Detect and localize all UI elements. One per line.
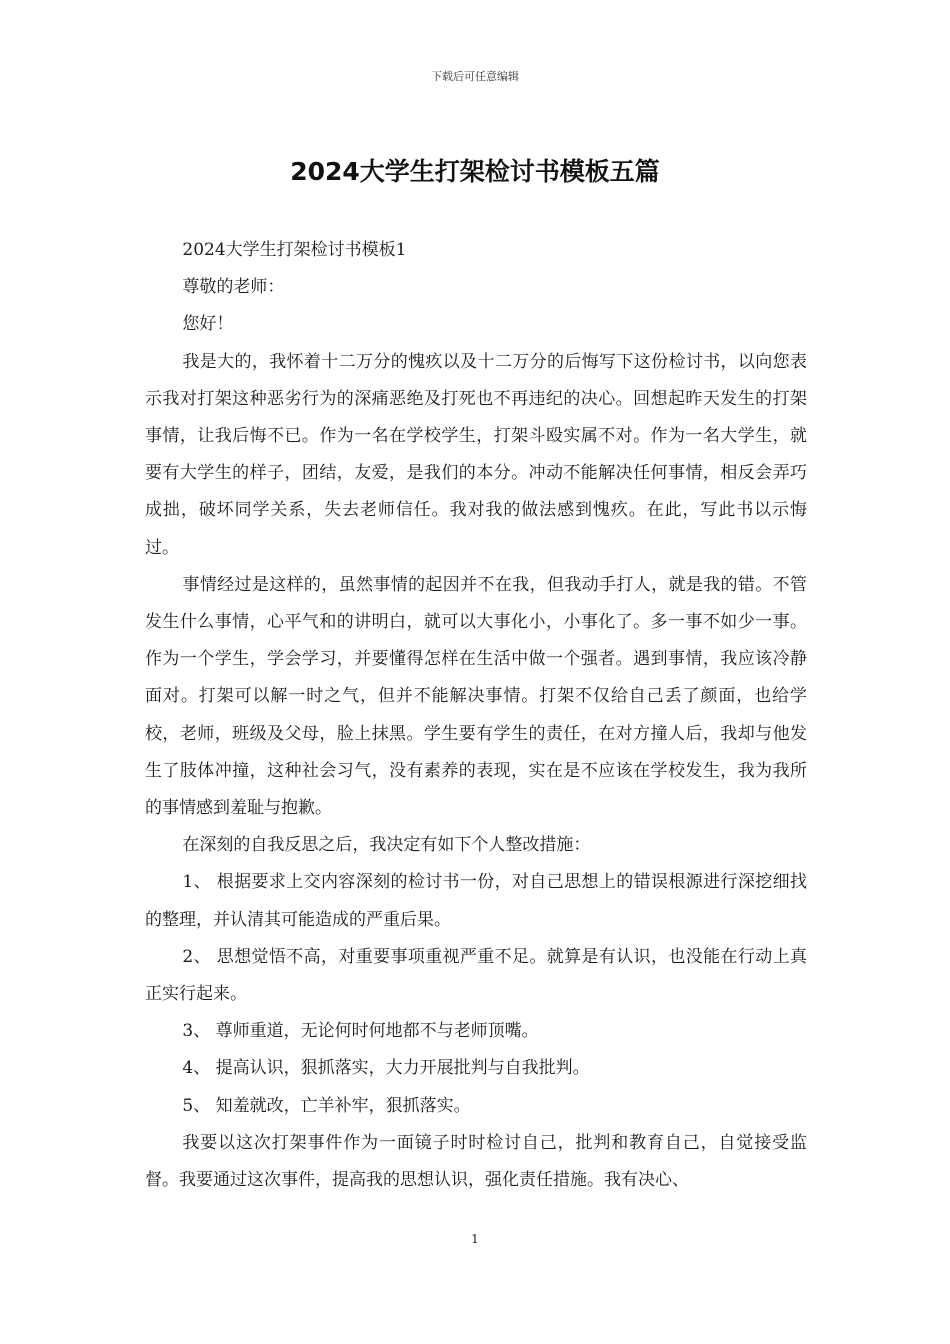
greeting: 您好！ (182, 314, 234, 335)
page-number: 1 (471, 1232, 479, 1246)
body-paragraph: 我是大的，我怀着十二万分的愧疚以及十二万分的后悔写下这份检讨书，以向您表示我对打架这种恶劣行为的深痛恶绝及打死也不再违纪的决心。回想起昨天发生的打架事情，让我后悔不已。作为一名在学校学生，打架斗殴实属不对。作为一名大学生，就要有大学生的样子，团结，友爱，是我们的本分。冲动不能解决任何事情，相反会弄巧成拙，破坏同学关系，失去老师信任。我对我的做法感到愧疚。在此，写此书以示悔过。 (145, 351, 807, 558)
body-paragraph: 在深刻的自我反思之后，我决定有如下个人整改措施： (182, 835, 591, 856)
list-item: 3、 尊师重道，无论何时何地都不与老师顶嘴。 (182, 1021, 539, 1042)
list-item: 4、 提高认识，狠抓落实，大力开展批判与自我批判。 (182, 1058, 590, 1079)
list-item: 5、 知羞就改，亡羊补牢，狠抓落实。 (182, 1095, 471, 1116)
salutation: 尊敬的老师： (182, 277, 285, 298)
body-paragraph: 事情经过是这样的，虽然事情的起因并不在我，但我动手打人，就是我的错。不管发生什么事情，心平气和的讲明白，就可以大事化小，小事化了。多一事不如少一事。作为一个学生，学会学习，并要懂得怎样在生活中做一个强者。遇到事情，我应该冷静面对。打架可以解一时之气，但并不能解决事情。打架不仅给自己丢了颜面，也给学校，老师，班级及父母，脸上抹黑。学生要有学生的责任，在对方撞人后，我却与他发生了肢体冲撞，这种社会习气，没有素养的表现，实在是不应该在学校发生，我为我所的事情感到羞耻与抱歉。 (145, 574, 807, 819)
header-note: 下载后可任意编辑 (431, 70, 519, 83)
body-paragraph: 我要以这次打架事件作为一面镜子时时检讨自己，批判和教育自己，自觉接受监督。我要通过这次事件，提高我的思想认识，强化责任措施。我有决心、 (145, 1132, 807, 1191)
document-body (145, 232, 807, 1199)
list-item: 2、 思想觉悟不高，对重要事项重视严重不足。就算是有认识，也没能在行动上真正实行起来。 (145, 946, 807, 1005)
document-title: 2024大学生打架检讨书模板五篇 (290, 157, 660, 186)
list-item: 1、 根据要求上交内容深刻的检讨书一份，对自己思想上的错误根源进行深挖细找的整理，并认清其可能造成的严重后果。 (145, 872, 807, 930)
subtitle-paragraph: 2024大学生打架检讨书模板1 (182, 240, 407, 260)
